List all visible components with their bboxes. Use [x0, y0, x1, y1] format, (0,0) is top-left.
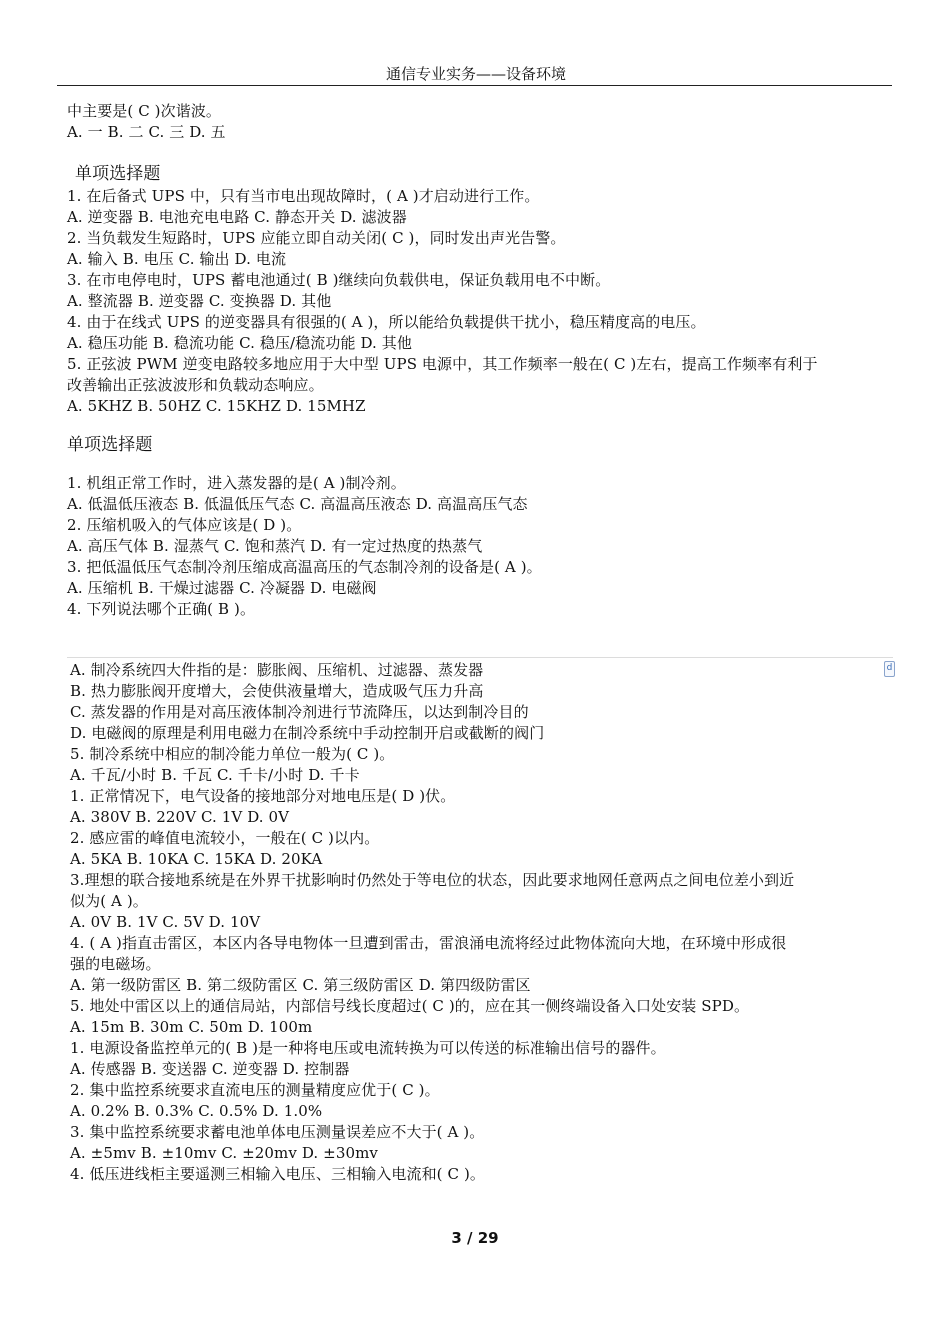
text-line: D. 电磁阀的原理是利用电磁力在制冷系统中手动控制开启或截断的阀门: [70, 724, 545, 742]
top-block: [67, 101, 897, 143]
text-line: C. 蒸发器的作用是对高压液体制冷剂进行节流降压，以达到制冷目的: [70, 703, 529, 721]
text-line: A. 5KHZ B. 50HZ C. 15KHZ D. 15MHZ: [67, 397, 366, 415]
text-line: A. 5KA B. 10KA C. 15KA D. 20KA: [70, 850, 323, 868]
text-line: A. 第一级防雷区 B. 第二级防雷区 C. 第三级防雷区 D. 第四级防雷区: [70, 976, 531, 994]
text-line: A. 380V B. 220V C. 1V D. 0V: [70, 808, 290, 826]
text-line: 改善输出正弦波波形和负载动态响应。: [67, 376, 324, 394]
page-divider: [67, 657, 893, 658]
text-line: 2. 当负载发生短路时，UPS 应能立即自动关闭( C )，同时发出声光告警。: [67, 229, 566, 247]
text-line: 2. 感应雷的峰值电流较小，一般在( C )以内。: [70, 829, 380, 847]
text-line: 4. 低压进线柜主要遥测三相输入电压、三相输入电流和( C )。: [70, 1165, 485, 1183]
text-line: A. 低温低压液态 B. 低温低压气态 C. 高温高压液态 D. 高温高压气态: [67, 495, 528, 513]
text-line: 3.理想的联合接地系统是在外界干扰影响时仍然处于等电位的状态，因此要求地网任意两点之间电位差小到近: [70, 871, 795, 889]
ups-section: [67, 162, 897, 417]
text-line: 5. 正弦波 PWM 逆变电路较多地应用于大中型 UPS 电源中，其工作频率一般在( C )左右，提高工作频率有利于: [67, 355, 818, 373]
text-line: 4. ( A )指直击雷区，本区内各导电物体一旦遭到雷击，雷浪涌电流将经过此物体流向大地，在环境中形成很: [70, 934, 787, 952]
text-line: 5. 地处中雷区以上的通信局站，内部信号线长度超过( C )的，应在其一侧终端设备入口处安装 SPD。: [70, 997, 750, 1015]
text-line: 中主要是( C )次谐波。: [67, 102, 222, 120]
text-line: B. 热力膨胀阀开度增大，会使供液量增大，造成吸气压力升高: [70, 682, 484, 700]
text-line: A. 传感器 B. 变送器 C. 逆变器 D. 控制器: [70, 1060, 350, 1078]
text-line: A. 15m B. 30m C. 50m D. 100m: [70, 1018, 313, 1036]
text-line: A. 制冷系统四大件指的是：膨胀阀、压缩机、过滤器、蒸发器: [70, 661, 484, 679]
text-line: A. ±5mv B. ±10mv C. ±20mv D. ±30mv: [70, 1144, 379, 1162]
page-header: 通信专业实务——设备环境: [385, 65, 566, 83]
lower-block: [70, 660, 900, 1185]
text-line: A. 0V B. 1V C. 5V D. 10V: [70, 913, 261, 931]
text-line: A. 一 B. 二 C. 三 D. 五: [67, 123, 226, 141]
text-line: A. 整流器 B. 逆变器 C. 变换器 D. 其他: [67, 292, 332, 310]
cooling-section: [67, 433, 897, 620]
text-line: 强的电磁场。: [70, 955, 161, 973]
text-line: A. 0.2% B. 0.3% C. 0.5% D. 1.0%: [70, 1102, 323, 1120]
text-line: A. 输入 B. 电压 C. 输出 D. 电流: [67, 250, 287, 268]
text-line: 1. 电源设备监控单元的( B )是一种将电压或电流转换为可以传送的标准输出信号的器件。: [70, 1039, 666, 1057]
header-rule: [57, 85, 892, 86]
text-line: 3. 集中监控系统要求蓄电池单体电压测量误差应不大于( A )。: [70, 1123, 485, 1141]
page-number: 3 / 29: [451, 1229, 499, 1247]
text-line: 1. 正常情况下，电气设备的接地部分对地电压是( D )伏。: [70, 787, 456, 805]
text-line: 5. 制冷系统中相应的制冷能力单位一般为( C )。: [70, 745, 395, 763]
text-line: A. 高压气体 B. 湿蒸气 C. 饱和蒸汽 D. 有一定过热度的热蒸气: [67, 537, 483, 555]
text-line: A. 逆变器 B. 电池充电电路 C. 静态开关 D. 滤波器: [67, 208, 407, 226]
text-line: A. 压缩机 B. 干燥过滤器 C. 冷凝器 D. 电磁阀: [67, 579, 377, 597]
text-line: 4. 由于在线式 UPS 的逆变器具有很强的( A )，所以能给负载提供干扰小，稳压精度高的电压。: [67, 313, 706, 331]
text-line: 3. 在市电停电时，UPS 蓄电池通过( B )继续向负载供电，保证负载用电不中断。: [67, 271, 611, 289]
document-icon[interactable]: d: [884, 661, 895, 677]
text-line: 似为( A )。: [70, 892, 148, 910]
text-line: 4. 下列说法哪个正确( B )。: [67, 600, 256, 618]
text-line: 2. 压缩机吸入的气体应该是( D )。: [67, 516, 302, 534]
text-line: A. 千瓦/小时 B. 千瓦 C. 千卡/小时 D. 千卡: [70, 766, 360, 784]
text-line: 1. 机组正常工作时，进入蒸发器的是( A )制冷剂。: [67, 474, 406, 492]
text-line: A. 稳压功能 B. 稳流功能 C. 稳压/稳流功能 D. 其他: [67, 334, 412, 352]
text-line: 2. 集中监控系统要求直流电压的测量精度应优于( C )。: [70, 1081, 440, 1099]
text-line: 1. 在后备式 UPS 中，只有当市电出现故障时，( A )才启动进行工作。: [67, 187, 540, 205]
section-title: 单项选择题: [75, 164, 161, 184]
section-title: 单项选择题: [67, 435, 153, 455]
text-line: 3. 把低温低压气态制冷剂压缩成高温高压的气态制冷剂的设备是( A )。: [67, 558, 542, 576]
